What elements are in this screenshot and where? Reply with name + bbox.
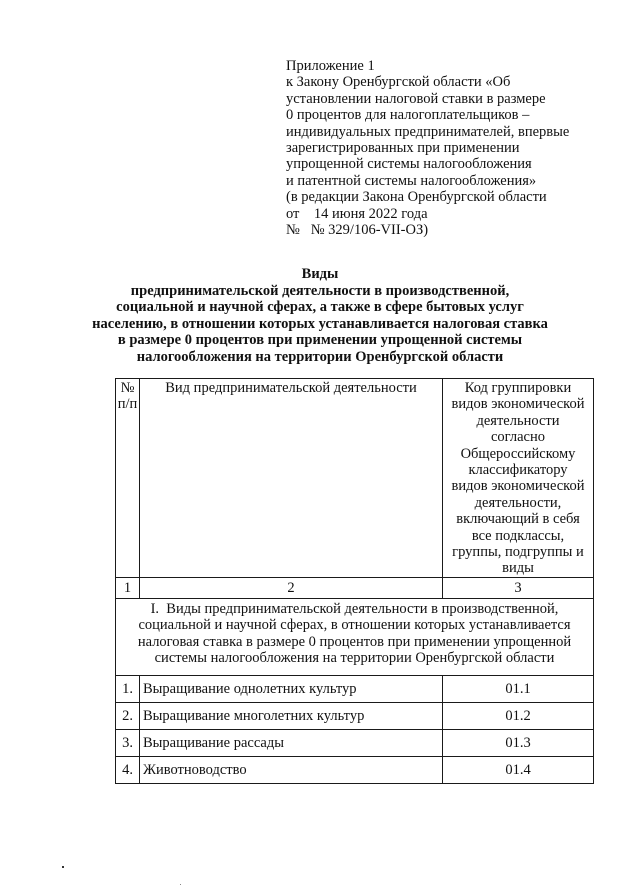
- row-code: 01.1: [443, 675, 594, 702]
- title-line: Виды: [301, 266, 339, 282]
- section-heading: [116, 598, 594, 675]
- column-number-row: [116, 577, 594, 598]
- appendix-line: и патентной системы налогообложения»: [286, 172, 537, 189]
- appendix-line: индивидуальных предпринимателей, впервые: [286, 123, 570, 140]
- appendix-line: (в редакции Закона Оренбургской области: [286, 189, 547, 206]
- title-line: в размере 0 процентов при применении упрощенной системы: [117, 332, 523, 349]
- appendix-line: Приложение 1: [286, 58, 375, 74]
- row-activity: Выращивание многолетних культур: [140, 702, 443, 729]
- scan-speck: [62, 866, 64, 868]
- row-activity: Выращивание рассады: [140, 729, 443, 756]
- header-number-line: №: [120, 380, 135, 396]
- section-line: социальной и научной сферах, в отношении которых устанавливается: [138, 617, 571, 634]
- row-number: 3.: [116, 729, 140, 756]
- scan-speck: [180, 884, 181, 885]
- table-row: [116, 702, 594, 729]
- header-code-line: Общероссийскому: [460, 445, 576, 462]
- column-number: 1: [116, 577, 140, 598]
- appendix-line: установлении налоговой ставки в размере: [286, 90, 546, 107]
- title-line: населению, в отношении которых устанавливается налоговая ставка: [92, 315, 548, 332]
- section-line: системы налогообложения на территории Оренбургской области: [154, 650, 555, 667]
- appendix-line: № № 329/106-VII-ОЗ): [286, 222, 429, 239]
- row-code: 01.3: [443, 729, 594, 756]
- row-number: 2.: [116, 702, 140, 729]
- column-number: 3: [443, 577, 594, 598]
- appendix-line: зарегистрированных при применении: [286, 140, 520, 157]
- row-activity: Выращивание однолетних культур: [140, 675, 443, 702]
- header-code-line: все подклассы,: [471, 527, 565, 544]
- title-line: налогообложения на территории Оренбургской области: [136, 348, 504, 365]
- row-number: 4.: [116, 756, 140, 783]
- appendix-line: 0 процентов для налогоплательщиков –: [286, 107, 530, 124]
- appendix-header: [286, 58, 616, 238]
- row-activity: Животноводство: [140, 756, 443, 783]
- appendix-line: к Закону Оренбургской области «Об: [286, 74, 511, 91]
- row-code: 01.4: [443, 756, 594, 783]
- section-line: налоговая ставка в размере 0 процентов при применении упрощенной: [137, 633, 572, 650]
- header-code-line: видов экономической: [451, 478, 585, 495]
- header-number-line: п/п: [117, 396, 138, 413]
- column-number: 2: [140, 577, 443, 598]
- header-code-line: виды: [502, 560, 534, 577]
- header-code-line: классификатору: [468, 462, 568, 479]
- table-row: [116, 756, 594, 783]
- appendix-line: от 14 июня 2022 года: [286, 205, 428, 222]
- table-row: [116, 729, 594, 756]
- section-line: I. Виды предпринимательской деятельности в производственной,: [150, 600, 559, 617]
- header-code-line: деятельности: [476, 412, 560, 429]
- header-code-line: согласно: [490, 429, 545, 446]
- header-number: [116, 379, 140, 578]
- header-code-line: Код группировки: [464, 380, 572, 396]
- table-row: [116, 675, 594, 702]
- header-code: [443, 379, 594, 578]
- row-code: 01.2: [443, 702, 594, 729]
- header-activity-kind: Вид предпринимательской деятельности: [140, 379, 443, 578]
- section-row: [116, 598, 594, 675]
- activities-table: [115, 378, 594, 784]
- title-line: социальной и научной сферах, а также в сфере бытовых услуг: [116, 299, 524, 316]
- appendix-line: упрощенной системы налогообложения: [286, 156, 532, 173]
- header-code-line: группы, подгруппы и: [452, 544, 584, 561]
- title-line: предпринимательской деятельности в производственной,: [130, 282, 510, 299]
- header-code-line: видов экономической: [451, 396, 585, 413]
- header-code-line: включающий в себя: [456, 511, 580, 528]
- row-number: 1.: [116, 675, 140, 702]
- document-title: [60, 266, 580, 366]
- header-code-line: деятельности,: [474, 494, 562, 511]
- table-header-row: [116, 379, 594, 578]
